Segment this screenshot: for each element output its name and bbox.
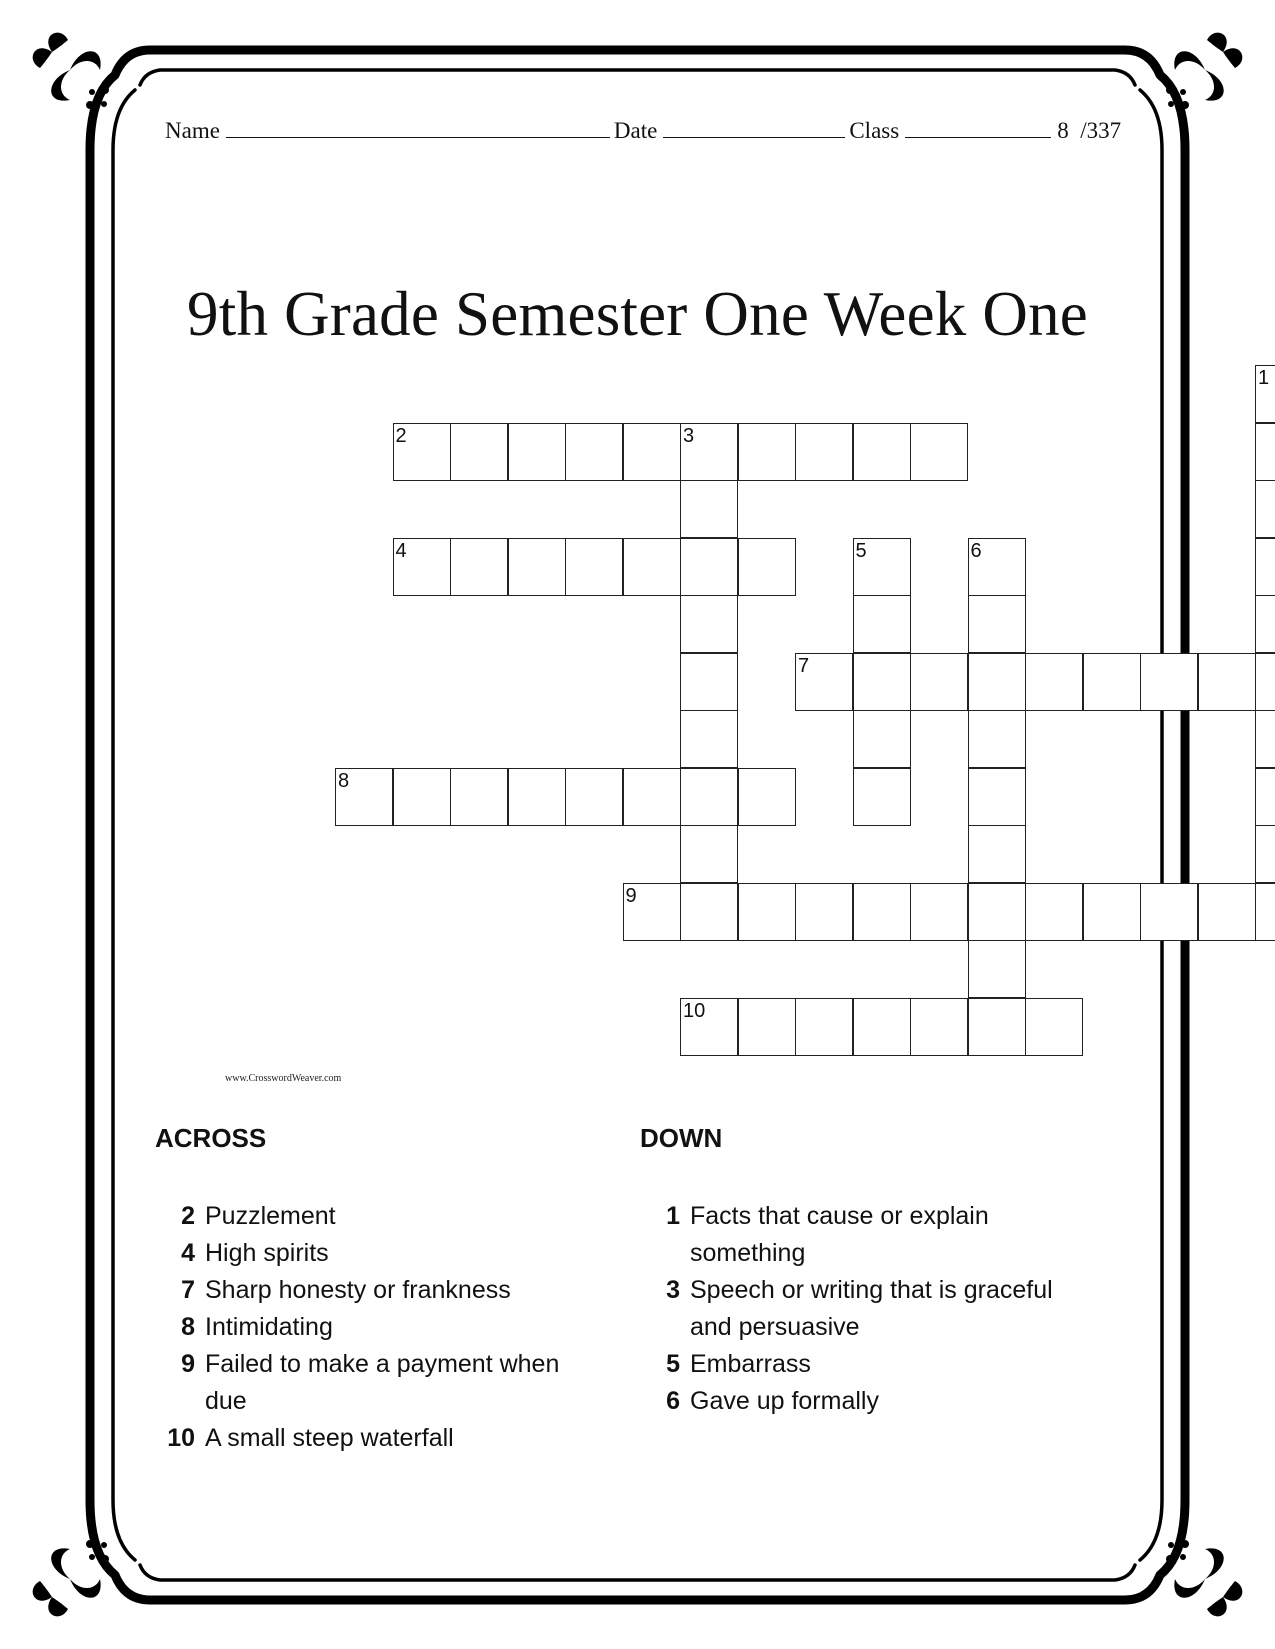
grid-cell[interactable] [968, 998, 1026, 1056]
clue-text: Gave up formally [690, 1387, 879, 1415]
grid-cell[interactable] [1255, 825, 1275, 883]
clue-text: Sharp honesty or frankness [205, 1276, 511, 1304]
clue-number: 1 [1258, 367, 1270, 389]
grid-cell[interactable] [795, 423, 853, 481]
down-clues [640, 1123, 1060, 1420]
across-clue [155, 1272, 585, 1309]
grid-cell[interactable] [853, 653, 911, 711]
credit-text: www.CrosswordWeaver.com [225, 1073, 342, 1084]
across-heading: ACROSS [155, 1123, 267, 1153]
clue-number: 4 [181, 1239, 195, 1267]
down-clue [640, 1198, 1060, 1272]
down-clue-list [640, 1198, 1060, 1420]
student-info-line [165, 117, 1121, 144]
page-title: 9th Grade Semester One Week One [187, 279, 1088, 349]
grid-cell[interactable] [565, 423, 623, 481]
date-label: Date [613, 118, 658, 143]
grid-cell[interactable] [680, 538, 738, 596]
grid-cell[interactable] [968, 768, 1026, 826]
across-clue [155, 1235, 585, 1272]
grid-cell[interactable] [565, 768, 623, 826]
grid-cell[interactable] [968, 653, 1026, 711]
grid-cell[interactable] [623, 768, 681, 826]
clue-number: 7 [798, 654, 810, 677]
grid-cell[interactable] [335, 768, 393, 826]
grid-cell[interactable] [910, 653, 968, 711]
grid-cell[interactable] [968, 538, 1026, 596]
clue-number: 6 [970, 539, 982, 562]
grid-cell[interactable] [623, 538, 681, 596]
grid-cell[interactable] [853, 998, 911, 1056]
clue-number: 8 [338, 769, 350, 792]
grid-cell[interactable] [968, 595, 1026, 653]
grid-cell[interactable] [508, 538, 566, 596]
grid-cell[interactable] [680, 768, 738, 826]
clue-number: 6 [666, 1387, 680, 1415]
grid-cell[interactable] [680, 595, 738, 653]
grid-cell[interactable] [968, 825, 1026, 883]
down-heading: DOWN [640, 1123, 723, 1153]
corner-ornament-top-right [1166, 33, 1242, 109]
grid-cell[interactable] [1025, 998, 1083, 1056]
grid-cell[interactable] [1140, 653, 1198, 711]
grid-cell[interactable] [680, 710, 738, 768]
grid-cell[interactable] [623, 423, 681, 481]
clue-text: Speech or writing that is graceful and persuasive [690, 1276, 1053, 1341]
date-field[interactable] [663, 117, 845, 138]
grid-cell[interactable] [393, 768, 451, 826]
class-label: Class [849, 118, 900, 143]
grid-cell[interactable] [393, 538, 451, 596]
grid-cell[interactable] [1025, 653, 1083, 711]
grid-cell[interactable] [910, 423, 968, 481]
clue-number: 10 [683, 999, 706, 1022]
grid-cell[interactable] [853, 710, 911, 768]
grid-cell[interactable] [738, 538, 796, 596]
grid-cell[interactable] [1255, 595, 1275, 653]
grid-cell[interactable] [1255, 883, 1275, 941]
corner-ornament-bottom-right [1166, 1540, 1242, 1616]
grid-cell[interactable] [738, 883, 796, 941]
clue-text: Failed to make a payment when due [205, 1350, 560, 1415]
clue-number: 1 [666, 1202, 680, 1230]
grid-cell[interactable] [450, 423, 508, 481]
grid-cell[interactable] [738, 768, 796, 826]
grid-cell[interactable] [853, 768, 911, 826]
grid-cell[interactable] [853, 883, 911, 941]
grid-cell[interactable] [508, 423, 566, 481]
grid-cell[interactable] [1140, 883, 1198, 941]
grid-cell[interactable] [680, 825, 738, 883]
grid-cell[interactable] [508, 768, 566, 826]
across-clue [155, 1198, 585, 1235]
across-clue [155, 1309, 585, 1346]
clue-number: 9 [625, 884, 637, 907]
clue-number: 3 [683, 424, 695, 447]
grid-cell[interactable] [1255, 480, 1275, 538]
clue-number: 4 [395, 539, 407, 562]
across-clues [155, 1123, 585, 1457]
clue-number: 9 [181, 1350, 195, 1378]
down-clue [640, 1272, 1060, 1346]
clue-number: 5 [666, 1350, 680, 1378]
clue-text: Puzzlement [205, 1202, 336, 1230]
grid-cell[interactable] [968, 940, 1026, 998]
grid-cell[interactable] [738, 998, 796, 1056]
grid-cell[interactable] [853, 595, 911, 653]
grid-cell[interactable] [1198, 653, 1256, 711]
grid-cell[interactable] [1255, 538, 1275, 596]
corner-ornament-bottom-left [33, 1540, 109, 1616]
clue-text: A small steep waterfall [205, 1424, 454, 1452]
grid-cell[interactable] [795, 653, 853, 711]
grid-cell[interactable] [1255, 365, 1275, 423]
grid-cell[interactable] [853, 423, 911, 481]
grid-cell[interactable] [1255, 653, 1275, 711]
grid-cell[interactable] [795, 998, 853, 1056]
across-clue [155, 1346, 585, 1420]
grid-cell[interactable] [968, 710, 1026, 768]
down-clue [640, 1383, 1060, 1420]
clue-text: High spirits [205, 1239, 329, 1267]
clue-number: 7 [181, 1276, 195, 1304]
grid-cell[interactable] [680, 423, 738, 481]
grid-cell[interactable] [623, 883, 681, 941]
name-field[interactable] [226, 117, 610, 138]
clue-text: Facts that cause or explain something [690, 1202, 989, 1267]
grid-cell[interactable] [1083, 653, 1141, 711]
grid-cell[interactable] [1255, 768, 1275, 826]
grid-cell[interactable] [680, 883, 738, 941]
clue-number: 2 [181, 1202, 195, 1230]
grid-cell[interactable] [680, 653, 738, 711]
grid-cell[interactable] [680, 998, 738, 1056]
grid-cell[interactable] [1083, 883, 1141, 941]
clue-number: 10 [167, 1424, 195, 1452]
grid-cell[interactable] [450, 538, 508, 596]
down-clue [640, 1346, 1060, 1383]
grid-cell[interactable] [853, 538, 911, 596]
page-reference: 8 /337 [1057, 118, 1122, 143]
corner-ornament-top-left [33, 33, 109, 109]
across-clue-list [155, 1198, 585, 1457]
grid-cell[interactable] [680, 480, 738, 538]
grid-cell[interactable] [565, 538, 623, 596]
grid-cell[interactable] [910, 883, 968, 941]
clue-text: Embarrass [690, 1350, 811, 1378]
grid-cell[interactable] [738, 423, 796, 481]
grid-cell[interactable] [1255, 423, 1275, 481]
name-label: Name [165, 118, 220, 143]
clue-number: 8 [181, 1313, 195, 1341]
grid-cell[interactable] [1198, 883, 1256, 941]
grid-cell[interactable] [968, 883, 1026, 941]
clue-number: 5 [855, 539, 867, 562]
class-field[interactable] [905, 117, 1051, 138]
clue-number: 3 [666, 1276, 680, 1304]
clue-number: 2 [395, 424, 407, 447]
clue-text: Intimidating [205, 1313, 333, 1341]
grid-cell[interactable] [450, 768, 508, 826]
grid-cell[interactable] [1255, 710, 1275, 768]
across-clue [155, 1420, 585, 1457]
grid-cell[interactable] [1025, 883, 1083, 941]
grid-cell[interactable] [393, 423, 451, 481]
grid-cell[interactable] [910, 998, 968, 1056]
grid-cell[interactable] [795, 883, 853, 941]
